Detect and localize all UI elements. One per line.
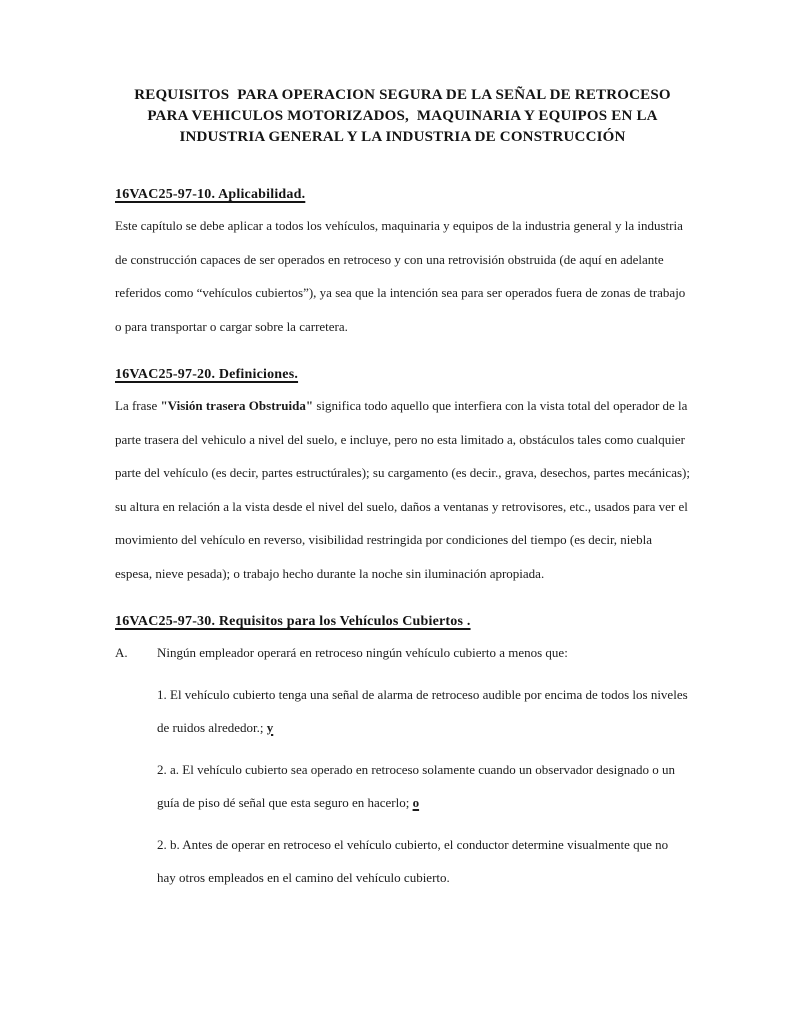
sub-item-1 xyxy=(157,678,690,745)
document-title xyxy=(115,85,690,148)
connector-word: y xyxy=(266,720,274,735)
sub-item-text: 2. b. Antes de operar en retroceso el vehículo cubierto, el conductor determine visualmente que no hay otros empleados en el camino del vehículo cubierto. xyxy=(157,836,669,885)
definition-intro-text: La frase xyxy=(115,398,161,413)
list-item-a xyxy=(115,636,690,670)
section-heading-requisitos: 16VAC25-97-30. Requisitos para los Vehículos Cubiertos . xyxy=(115,614,471,629)
document-title-line-1: REQUISITOS PARA OPERACION SEGURA DE LA SEÑAL DE RETROCESO xyxy=(134,87,671,103)
document-title-line-3: INDUSTRIA GENERAL Y LA INDUSTRIA DE CONSTRUCCIÓN xyxy=(179,129,626,145)
sub-item-text: 2. a. El vehículo cubierto sea operado en retroceso solamente cuando un observador designado o un guía de piso dé señal que esta seguro en hacerlo; xyxy=(157,761,676,810)
document-title-line-2: PARA VEHICULOS MOTORIZADOS, MAQUINARIA Y EQUIPOS EN LA xyxy=(147,108,658,124)
item-text: Ningún empleador operará en retroceso ningún vehículo cubierto a menos que: xyxy=(157,645,568,660)
section-heading-definiciones: 16VAC25-97-20. Definiciones. xyxy=(115,367,299,382)
section-definiciones xyxy=(115,365,690,590)
defined-term: "Visión trasera Obstruida" xyxy=(160,398,314,413)
item-label: A. xyxy=(115,645,128,660)
paragraph-aplicabilidad: Este capítulo se debe aplicar a todos los vehículos, maquinaria y equipos de la industria general y la industria de construcción capaces de ser operados en retroceso y con una retrovisión obstruida (de aquí en adelante referidos como “vehículos cubiertos”), ya sea que la intención sea para ser operados fuera de zonas de trabajo o para transportar o cargar sobre la carretera. xyxy=(115,218,686,334)
sub-item-text: 1. El vehículo cubierto tenga una señal de alarma de retroceso audible por encima de todos los niveles de ruidos alrededor.; xyxy=(157,686,688,735)
sub-item-2b xyxy=(157,828,690,895)
sub-item-2a xyxy=(157,753,690,820)
paragraph-definiciones xyxy=(115,389,690,590)
document-content xyxy=(115,85,690,895)
section-heading-aplicabilidad: 16VAC25-97-10. Aplicabilidad. xyxy=(115,187,306,202)
section-requisitos xyxy=(115,612,690,895)
connector-word: o xyxy=(412,795,420,810)
section-aplicabilidad xyxy=(115,185,690,343)
definition-body-text: significa todo aquello que interfiera con la vista total del operador de la parte trasera del vehiculo a nivel del suelo, e incluye, pero no esta limitado a, obstáculos tales como cualquier parte del vehículo (es decir, partes estructúrales); su cargamento (es decir., grava, desechos, partes mecánicas); su altura en relación a la vista desde el nivel del suelo, daños a ventanas y retrovisores, etc., usados para ver el movimiento del vehículo en reverso, visibilidad restringida por condiciones del tiempo (es decir, niebla espesa, nieve pesada); o trabajo hecho durante la noche sin iluminación apropiada. xyxy=(115,398,690,581)
